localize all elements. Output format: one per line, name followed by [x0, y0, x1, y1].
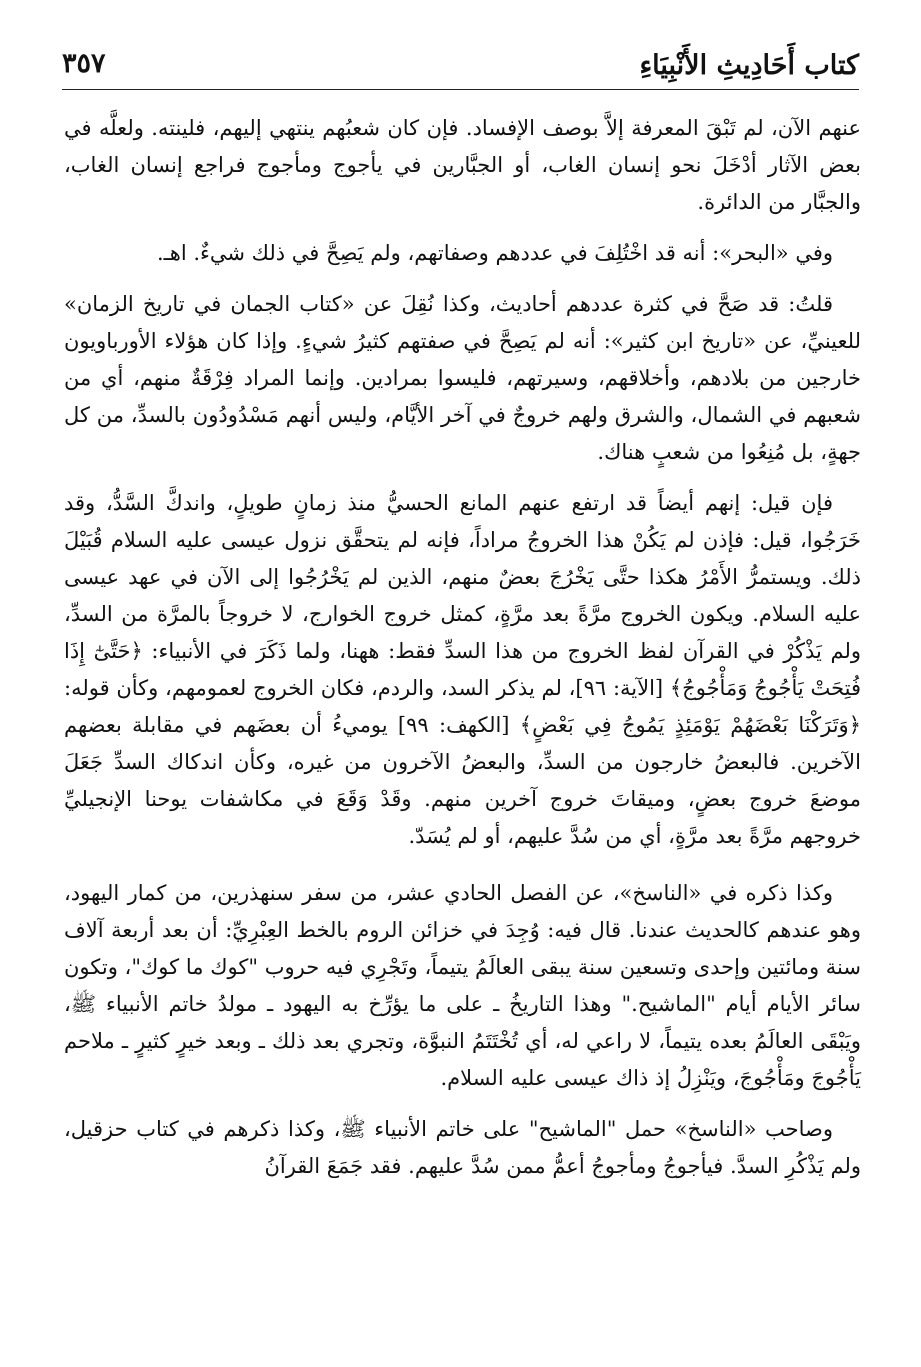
- book-title: كتاب أَحَادِيثِ الأَنْبِيَاءِ: [639, 50, 859, 81]
- paragraph-2: وفي «البحر»: أنه قد اخْتُلِفَ في عددهم وصفاتهم، ولم يَصِحَّ في ذلك شيءٌ. اهـ.: [156, 241, 833, 265]
- paragraph-5: وكذا ذكره في «الناسخ»، عن الفصل الحادي عشر، من سفر سنهذرين، من كمار اليهود، وهو عندهم كالحديث عندنا. قال فيه: وُجِدَ في خزائن الروم بالخط العِبْرِيِّ: أن بعد أربعة آلاف سنة ومائتين وإحدى وتسعين سنة يبقى العالَمُ يتيماً، وتَجْرِي فيه حروب "كوك ما كوك"، وتكون سائر الأيام أيام "الماشيح." وهذا التاريخُ ـ على ما يؤرِّخ به اليهود ـ مولدُ خاتم الأنبياء ﷺ، ويَبْقَى العالَمُ بعده يتيماً، لا راعي له، أي تُخْتَتَمُ النبوَّة، وتجري بعد ذلك ـ وبعد خيرٍ كثيرٍ ـ ملاحم يَأْجُوجَ ومَأْجُوجَ، ويَنْزِلُ إذ ذاك عيسى عليه السلام.: [64, 881, 861, 1090]
- page-body: [64, 110, 861, 1199]
- page-header: [62, 44, 859, 86]
- paragraph-4: فإن قيل: إنهم أيضاً قد ارتفع عنهم المانع الحسيُّ منذ زمانٍ طويلٍ، واندكَّ السَّدُّ، وقد خَرَجُوا، قيل: فإذن لم يَكُنْ هذا الخروجُ مراداً، فإنه لم يتحقَّق نزول عيسى عليه السلام قُبَيْلَ ذلك. ويستمرُّ الأَمْرُ هكذا حتَّى يَخْرُجَ بعضٌ منهم، الذين لم يَخْرُجُوا إلى الآن في عهد عيسى عليه السلام. ويكون الخروج مرَّةً بعد مرَّةٍ، كمثل خروج الخوارج، لا خروجاً بالمرَّة من السدِّ، ولم يَذْكُرْ في القرآن لفظ الخروج من هذا السدِّ فقط: ههنا، ولما ذَكَرَ في الأنبياء: ﴿حَتَّىٰٓ إِذَا فُتِحَتْ يَأْجُوجُ وَمَأْجُوجُ﴾ [الآية: ٩٦]، لم يذكر السد، والردم، فكان الخروج لعمومهم، وكأن قوله: ﴿وَتَرَكْنَا بَعْضَهُمْ يَوْمَئِذٍ يَمُوجُ فِي بَعْضٍ﴾ [الكهف: ٩٩] يوميءُ أن بعضَهم في مقابلة بعضهم الآخرين. فالبعضُ خارجون من السدِّ، والبعضُ الآخرون من غيره، وكأن اندكاك السدِّ جَعَلَ موضعَ خروج بعضٍ، وميقاتَ خروج آخرين منهم. وقَدْ وَقَعَ في مكاشفات يوحنا الإنجيليِّ خروجهم مرَّةً بعد مرَّةٍ، أي من سُدَّ عليهم، أو لم يُسَدّ.: [64, 491, 862, 848]
- page-number: ٣٥٧: [62, 48, 106, 79]
- paragraph-3: قلتُ: قد صَحَّ في كثرة عددهم أحاديث، وكذا نُقِلَ عن «كتاب الجمان في تاريخ الزمان» للعينيِّ، عن «تاريخ ابن كثير»: أنه لم يَصِحَّ في صفتهم كثيرُ شيءٍ. وإذا كان هؤلاء الأورباويون خارجين من بلادهم، وأخلاقهم، وسيرتهم، فليسوا بمرادين. وإنما المراد فِرْقَةٌ منهم، أي من شعبهم في الشمال، والشرق ولهم خروجٌ في آخر الأيَّام، وليس أنهم مَسْدُودُون بالسدِّ، من كل جهةٍ، بل مُنِعُوا من شعبٍ هناك.: [64, 292, 861, 464]
- header-divider: [62, 89, 859, 90]
- paragraph-1: عنهم الآن، لم تَبْقَ المعرفة إلاَّ بوصف الإفساد. فإن كان شعبُهم ينتهي إليهم، فلينته. ولعلَّه في بعض الآثار أدْخَلَ نحو إنسان الغاب، أو الجبَّارين في يأجوج ومأجوج فراجع إنسان الغاب، والجبَّار من الدائرة.: [64, 116, 861, 214]
- paragraph-6: وصاحب «الناسخ» حمل "الماشيح" على خاتم الأنبياء ﷺ، وكذا ذكرهم في كتاب حزقيل، ولم يَذْكُرِ السدَّ. فيأجوجُ ومأجوجُ أعمُّ ممن سُدَّ عليهم. فقد جَمَعَ القرآنُ: [64, 1117, 861, 1178]
